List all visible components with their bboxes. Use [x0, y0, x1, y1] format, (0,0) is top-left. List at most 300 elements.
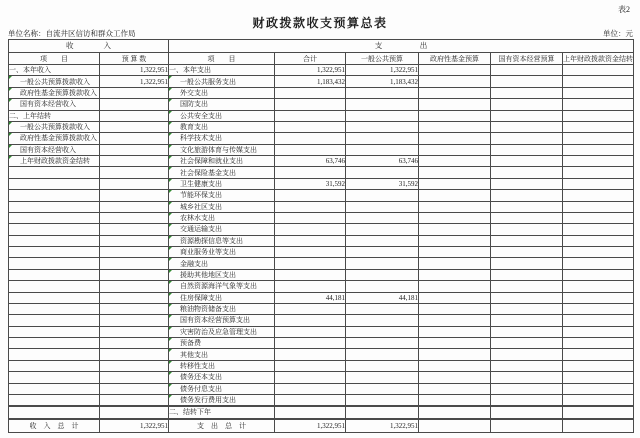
expense-total-cell: 44,181: [275, 292, 346, 303]
income-budget-cell: [100, 133, 169, 144]
table-row: [9, 133, 634, 144]
expense-general-cell: 63,746: [346, 156, 419, 167]
expense-item-cell: 商业服务业等支出: [169, 247, 275, 258]
table-column-header-row: [9, 53, 634, 65]
expense-item-cell: 转移性支出: [169, 360, 275, 371]
expense-govfund-cell: [419, 338, 491, 349]
income-total-value-cell: 1,322,951: [100, 420, 169, 433]
expense-statecap-cell: [491, 281, 563, 292]
expense-carryover-cell: [563, 258, 634, 269]
table-row: [9, 383, 634, 394]
table-row: [9, 212, 634, 223]
expense-govfund-cell: [419, 178, 491, 189]
income-item-cell: [9, 315, 100, 326]
income-item-cell: [9, 167, 100, 178]
income-budget-cell: [100, 360, 169, 371]
table-row: [9, 167, 634, 178]
expense-total-cell: [275, 87, 346, 98]
table-row: [9, 99, 634, 110]
expense-item-cell: 自然资源海洋气象等支出: [169, 281, 275, 292]
expense-item-cell: 交通运输支出: [169, 224, 275, 235]
expense-statecap-cell: [491, 247, 563, 258]
expense-govfund-cell: [419, 247, 491, 258]
income-item-cell: [9, 224, 100, 235]
expense-total-header: 合计: [275, 53, 346, 65]
expense-govfund-cell: [419, 394, 491, 405]
expense-total-cell: [275, 360, 346, 371]
income-budget-cell: [100, 178, 169, 189]
income-budget-cell: 1,322,951: [100, 76, 169, 87]
expense-total-cell: [275, 269, 346, 280]
gov-fund-budget-header: 政府性基金预算: [419, 53, 491, 65]
expense-statecap-cell: [491, 394, 563, 405]
income-budget-cell: [100, 247, 169, 258]
income-budget-cell: [100, 292, 169, 303]
expense-total-cell: [275, 133, 346, 144]
expense-general-cell: [346, 121, 419, 132]
income-item-cell: 二、上年结转: [9, 110, 100, 121]
expense-general-cell: [346, 110, 419, 121]
expense-general-cell: [346, 349, 419, 360]
expense-carryover-cell: [563, 303, 634, 314]
expense-item-cell: 债务付息支出: [169, 383, 275, 394]
income-budget-cell: [100, 303, 169, 314]
table-row: [9, 281, 634, 292]
table-row: [9, 110, 634, 121]
income-item-cell: [9, 407, 100, 418]
expense-govfund-cell: [419, 144, 491, 155]
expense-carryover-cell: [563, 190, 634, 201]
expense-govfund-cell: [419, 156, 491, 167]
expense-carryover-cell: [563, 372, 634, 383]
table-row: [9, 76, 634, 87]
budget-table: [8, 39, 634, 433]
income-item-cell: 一、本年收入: [9, 65, 100, 76]
income-budget-cell: [100, 144, 169, 155]
expense-general-cell: [346, 326, 419, 337]
income-item-cell: [9, 394, 100, 405]
expense-carryover-cell: [563, 110, 634, 121]
expense-carryover-cell: [563, 269, 634, 280]
expense-govfund-cell: [419, 372, 491, 383]
sheet-number-tag: 表2: [618, 5, 630, 14]
expense-item-cell: 粮油物资储备支出: [169, 303, 275, 314]
expense-carryover-cell: [563, 99, 634, 110]
table-row: [9, 224, 634, 235]
table-row: [9, 372, 634, 383]
income-budget-cell: [100, 99, 169, 110]
expense-item-cell: 节能环保支出: [169, 190, 275, 201]
expense-govfund-cell: [419, 201, 491, 212]
expense-item-cell: 科学技术支出: [169, 133, 275, 144]
income-item-cell: [9, 372, 100, 383]
expense-carryover-cell: [563, 133, 634, 144]
income-budget-cell: [100, 269, 169, 280]
expense-general-cell: [346, 383, 419, 394]
expense-statecap-cell: [491, 235, 563, 246]
table-row: [9, 303, 634, 314]
income-item-cell: 一般公共预算拨款收入: [9, 76, 100, 87]
expense-total-sum-cell: 1,322,951: [275, 420, 346, 433]
expense-govfund-cell: [419, 167, 491, 178]
expense-item-cell: 社会保障和就业支出: [169, 156, 275, 167]
page-title: 财政拨款收支预算总表: [252, 16, 388, 30]
expense-item-header: 项 目: [169, 53, 275, 65]
expense-carryover-cell: [563, 292, 634, 303]
income-item-cell: [9, 326, 100, 337]
expense-govfund-cell: [419, 110, 491, 121]
table-row: [9, 360, 634, 371]
expense-general-cell: [346, 269, 419, 280]
expense-carryover-cell: [563, 76, 634, 87]
expense-govfund-cell: [419, 212, 491, 223]
expense-carryover-cell: [563, 338, 634, 349]
expense-general-cell: [346, 87, 419, 98]
expense-govfund-cell: [419, 383, 491, 394]
income-item-cell: [9, 360, 100, 371]
expense-item-cell: 城乡社区支出: [169, 201, 275, 212]
expense-general-cell: 1,183,432: [346, 76, 419, 87]
expense-govfund-cell: [419, 65, 491, 76]
income-budget-cell: [100, 326, 169, 337]
expense-govfund-cell: [419, 360, 491, 371]
expense-total-cell: 63,746: [275, 156, 346, 167]
income-item-cell: [9, 190, 100, 201]
income-budget-header: 预 算 数: [100, 53, 169, 65]
income-group-header: 收 入: [9, 40, 169, 53]
expense-total-cell: [275, 281, 346, 292]
income-budget-cell: [100, 110, 169, 121]
expense-carryover-cell: [563, 383, 634, 394]
expense-item-cell: 援助其他地区支出: [169, 269, 275, 280]
expense-govfund-cell: [419, 224, 491, 235]
expense-total-cell: [275, 372, 346, 383]
table-row: [9, 156, 634, 167]
expense-carryover-cell: [563, 360, 634, 371]
expense-total-govfund-cell: [419, 420, 491, 433]
expense-total-cell: [275, 224, 346, 235]
expense-govfund-cell: [419, 87, 491, 98]
expense-general-cell: [346, 133, 419, 144]
income-item-cell: [9, 258, 100, 269]
expense-carryover-cell: [563, 156, 634, 167]
income-budget-cell: [100, 315, 169, 326]
income-budget-cell: [100, 281, 169, 292]
income-item-cell: [9, 349, 100, 360]
expense-govfund-cell: [419, 99, 491, 110]
expense-carryover-cell: [563, 326, 634, 337]
expense-carryover-cell: [563, 349, 634, 360]
expense-item-cell: 其他支出: [169, 349, 275, 360]
expense-statecap-cell: [491, 269, 563, 280]
expense-govfund-cell: [419, 269, 491, 280]
expense-govfund-cell: [419, 315, 491, 326]
expense-total-cell: [275, 394, 346, 405]
expense-general-cell: [346, 258, 419, 269]
table-row: [9, 326, 634, 337]
general-public-budget-header: 一般公共预算: [346, 53, 419, 65]
expense-general-cell: [346, 247, 419, 258]
income-item-cell: [9, 383, 100, 394]
expense-item-cell: 债务还本支出: [169, 372, 275, 383]
expense-total-cell: [275, 258, 346, 269]
expense-govfund-cell: [419, 292, 491, 303]
table-row: [9, 178, 634, 189]
expense-carryover-cell: [563, 281, 634, 292]
expense-item-cell: 债务发行费用支出: [169, 394, 275, 405]
expense-carryover-cell: [563, 224, 634, 235]
income-budget-cell: [100, 338, 169, 349]
expense-general-cell: [346, 144, 419, 155]
income-total-label-cell: 收 入 总 计: [9, 420, 100, 433]
income-budget-cell: [100, 156, 169, 167]
income-budget-cell: [100, 121, 169, 132]
expense-item-cell: 公共安全支出: [169, 110, 275, 121]
expense-general-cell: [346, 315, 419, 326]
expense-total-statecap-cell: [491, 420, 563, 433]
expense-total-label-cell: 支 出 总 计: [169, 420, 275, 433]
expense-total-cell: [275, 338, 346, 349]
expense-item-cell: 二、结转下年: [169, 407, 275, 418]
expense-statecap-cell: [491, 224, 563, 235]
expense-total-cell: [275, 167, 346, 178]
expense-statecap-cell: [491, 349, 563, 360]
expense-item-cell: 卫生健康支出: [169, 178, 275, 189]
expense-total-cell: [275, 303, 346, 314]
expense-item-cell: 金融支出: [169, 258, 275, 269]
expense-carryover-cell: [563, 394, 634, 405]
expense-statecap-cell: [491, 326, 563, 337]
expense-item-cell: 一、本年支出: [169, 65, 275, 76]
unit-of-measure-label: 单位：元: [603, 29, 633, 38]
income-budget-cell: [100, 167, 169, 178]
income-budget-cell: [100, 372, 169, 383]
expense-carryover-cell: [563, 247, 634, 258]
expense-statecap-cell: [491, 99, 563, 110]
expense-statecap-cell: [491, 144, 563, 155]
expense-general-cell: [346, 235, 419, 246]
expense-total-cell: [275, 326, 346, 337]
table-row: [9, 121, 634, 132]
expense-statecap-cell: [491, 167, 563, 178]
income-item-cell: 国有资本经营收入: [9, 144, 100, 155]
expense-general-cell: [346, 281, 419, 292]
expense-general-cell: [346, 99, 419, 110]
expense-govfund-cell: [419, 407, 491, 418]
expense-total-cell: [275, 212, 346, 223]
expense-total-cell: [275, 99, 346, 110]
income-budget-cell: [100, 212, 169, 223]
income-budget-cell: [100, 235, 169, 246]
expense-total-general-cell: 1,322,951: [346, 420, 419, 433]
table-total-row: [9, 420, 634, 433]
expense-item-cell: 外交支出: [169, 87, 275, 98]
income-budget-cell: 1,322,951: [100, 65, 169, 76]
expense-total-cell: [275, 349, 346, 360]
expense-general-cell: [346, 372, 419, 383]
income-budget-cell: [100, 394, 169, 405]
income-item-header: 项 目: [9, 53, 100, 65]
expense-statecap-cell: [491, 87, 563, 98]
expense-statecap-cell: [491, 133, 563, 144]
expense-carryover-cell: [563, 167, 634, 178]
expense-general-cell: [346, 190, 419, 201]
expense-govfund-cell: [419, 235, 491, 246]
expense-statecap-cell: [491, 201, 563, 212]
expense-general-cell: 1,322,951: [346, 65, 419, 76]
income-item-cell: [9, 281, 100, 292]
expense-item-cell: 住房保障支出: [169, 292, 275, 303]
expense-total-cell: [275, 235, 346, 246]
expense-item-cell: 文化旅游体育与传媒支出: [169, 144, 275, 155]
income-item-cell: 上年财政拨款资金结转: [9, 156, 100, 167]
expense-total-carryover-cell: [563, 420, 634, 433]
expense-statecap-cell: [491, 156, 563, 167]
income-budget-cell: [100, 87, 169, 98]
expense-general-cell: [346, 394, 419, 405]
expense-govfund-cell: [419, 281, 491, 292]
table-row: [9, 247, 634, 258]
expense-total-cell: [275, 201, 346, 212]
expense-statecap-cell: [491, 303, 563, 314]
expense-item-cell: 国有资本经营预算支出: [169, 315, 275, 326]
table-body: [9, 65, 634, 433]
table-row: [9, 349, 634, 360]
table-row: [9, 269, 634, 280]
expense-carryover-cell: [563, 178, 634, 189]
expense-statecap-cell: [491, 65, 563, 76]
income-item-cell: 一般公共预算拨款收入: [9, 121, 100, 132]
expense-statecap-cell: [491, 338, 563, 349]
expense-item-cell: 农林水支出: [169, 212, 275, 223]
income-budget-cell: [100, 224, 169, 235]
income-item-cell: [9, 178, 100, 189]
expense-group-header: 支 出: [169, 40, 634, 53]
expense-general-cell: [346, 303, 419, 314]
expense-govfund-cell: [419, 190, 491, 201]
expense-total-cell: [275, 190, 346, 201]
expense-total-cell: [275, 144, 346, 155]
expense-govfund-cell: [419, 349, 491, 360]
expense-general-cell: [346, 407, 419, 418]
expense-statecap-cell: [491, 76, 563, 87]
expense-carryover-cell: [563, 407, 634, 418]
unit-name-label: 单位名称：自流井区信访和群众工作局: [8, 29, 136, 38]
table-row: [9, 65, 634, 76]
income-item-cell: [9, 247, 100, 258]
income-item-cell: 政府性基金预算拨款收入: [9, 133, 100, 144]
expense-general-cell: [346, 224, 419, 235]
expense-general-cell: 44,181: [346, 292, 419, 303]
expense-general-cell: [346, 201, 419, 212]
income-budget-cell: [100, 258, 169, 269]
meta-row: [8, 28, 633, 39]
expense-carryover-cell: [563, 212, 634, 223]
table-row: [9, 190, 634, 201]
expense-total-cell: [275, 110, 346, 121]
expense-carryover-cell: [563, 121, 634, 132]
expense-carryover-cell: [563, 315, 634, 326]
income-budget-cell: [100, 407, 169, 418]
expense-total-cell: 31,592: [275, 178, 346, 189]
expense-govfund-cell: [419, 76, 491, 87]
state-capital-budget-header: 国有资本经营预算: [491, 53, 563, 65]
expense-statecap-cell: [491, 360, 563, 371]
expense-carryover-cell: [563, 87, 634, 98]
income-item-cell: [9, 303, 100, 314]
expense-carryover-cell: [563, 65, 634, 76]
expense-statecap-cell: [491, 292, 563, 303]
expense-carryover-cell: [563, 201, 634, 212]
expense-total-cell: [275, 407, 346, 418]
income-item-cell: [9, 338, 100, 349]
expense-item-cell: 灾害防治及应急管理支出: [169, 326, 275, 337]
expense-statecap-cell: [491, 212, 563, 223]
income-budget-cell: [100, 349, 169, 360]
table-row: [9, 144, 634, 155]
expense-general-cell: [346, 212, 419, 223]
income-item-cell: [9, 212, 100, 223]
income-item-cell: 政府性基金预算拨款收入: [9, 87, 100, 98]
expense-general-cell: [346, 360, 419, 371]
income-item-cell: [9, 292, 100, 303]
expense-statecap-cell: [491, 121, 563, 132]
table-group-header-row: [9, 40, 634, 53]
expense-govfund-cell: [419, 303, 491, 314]
expense-item-cell: 社会保险基金支出: [169, 167, 275, 178]
table-row: [9, 394, 634, 405]
expense-statecap-cell: [491, 258, 563, 269]
expense-total-cell: 1,183,432: [275, 76, 346, 87]
table-row: [9, 292, 634, 303]
expense-govfund-cell: [419, 326, 491, 337]
expense-total-cell: [275, 247, 346, 258]
expense-statecap-cell: [491, 372, 563, 383]
income-item-cell: 国有资本经营收入: [9, 99, 100, 110]
table-row: [9, 338, 634, 349]
expense-total-cell: 1,322,951: [275, 65, 346, 76]
expense-statecap-cell: [491, 383, 563, 394]
expense-item-cell: 国防支出: [169, 99, 275, 110]
expense-statecap-cell: [491, 110, 563, 121]
expense-statecap-cell: [491, 407, 563, 418]
table-row: [9, 407, 634, 418]
income-budget-cell: [100, 190, 169, 201]
expense-item-cell: 预备费: [169, 338, 275, 349]
table-row: [9, 258, 634, 269]
expense-item-cell: 资源勘探信息等支出: [169, 235, 275, 246]
table-row: [9, 87, 634, 98]
income-budget-cell: [100, 201, 169, 212]
prev-year-carryover-header: 上年财政拨款资金结转: [563, 54, 634, 63]
expense-govfund-cell: [419, 258, 491, 269]
expense-carryover-cell: [563, 235, 634, 246]
expense-general-cell: [346, 338, 419, 349]
expense-total-cell: [275, 315, 346, 326]
expense-item-cell: 教育支出: [169, 121, 275, 132]
income-budget-cell: [100, 383, 169, 394]
expense-statecap-cell: [491, 190, 563, 201]
table-row: [9, 315, 634, 326]
expense-general-cell: [346, 167, 419, 178]
expense-item-cell: 一般公共服务支出: [169, 76, 275, 87]
expense-statecap-cell: [491, 315, 563, 326]
expense-total-cell: [275, 121, 346, 132]
table-row: [9, 201, 634, 212]
expense-general-cell: 31,592: [346, 178, 419, 189]
expense-govfund-cell: [419, 133, 491, 144]
expense-total-cell: [275, 383, 346, 394]
